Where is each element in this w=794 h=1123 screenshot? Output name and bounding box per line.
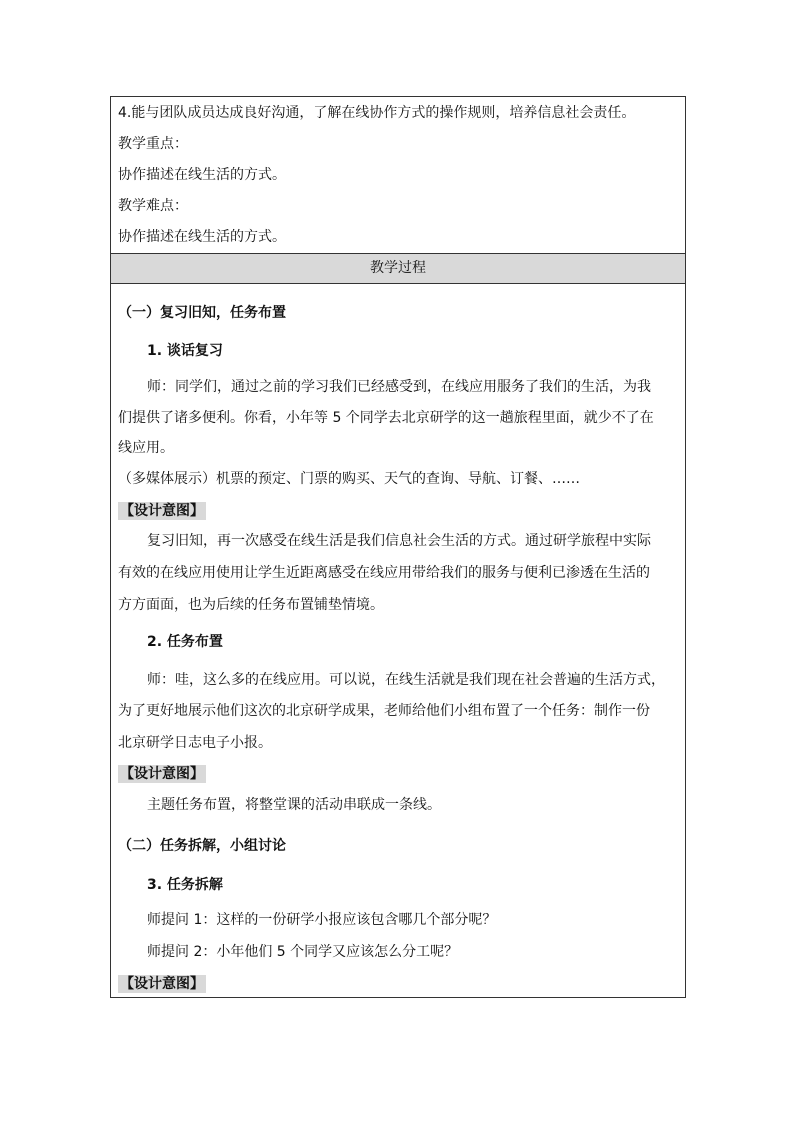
section-2-title: （二）任务拆解，小组讨论 [118,838,286,854]
subsection-2-title: 2. 任务布置 [147,634,223,650]
paragraph-line: 方方面面，也为后续的任务布置铺垫情境。 [118,597,384,613]
paragraph-line: 线应用。 [118,440,174,456]
key-points-text: 协作描述在线生活的方式。 [118,167,286,183]
objectives-cell [111,97,685,254]
design-intent-label: 【设计意图】 [120,503,204,519]
paragraph-line: 师：哇，这么多的在线应用。可以说，在线生活就是我们现在社会普遍的生活方式， [147,672,665,688]
design-intent-label: 【设计意图】 [120,766,204,782]
question-2: 师提问 2：小年他们 5 个同学又应该怎么分工呢？ [147,944,459,960]
paragraph-line: 为了更好地展示他们这次的北京研学成果，老师给他们小组布置了一个任务：制作一份 [118,703,650,719]
difficulty-label: 教学难点： [118,198,188,214]
teaching-process-header: 教学过程 [111,254,685,284]
paragraph-line: 有效的在线应用使用让学生近距离感受在线应用带给我们的服务与便利已渗透在生活的 [118,565,650,581]
paragraph-line: 主题任务布置，将整堂课的活动串联成一条线。 [147,797,441,813]
design-intent-label: 【设计意图】 [120,976,204,992]
paragraph-line: 复习旧知，再一次感受在线生活是我们信息社会生活的方式。通过研学旅程中实际 [147,533,651,549]
multimedia-line: （多媒体展示）机票的预定、门票的购买、天气的查询、导航、订餐、…… [118,471,580,487]
subsection-3-title: 3. 任务拆解 [147,877,223,893]
objective-4: 4.能与团队成员达成良好沟通，了解在线协作方式的操作规则，培养信息社会责任。 [118,105,636,121]
paragraph-line: 们提供了诸多便利。你看，小年等 5 个同学去北京研学的这一趟旅程里面，就少不了在 [118,410,654,426]
paragraph-line: 北京研学日志电子小报。 [118,735,272,751]
section-1-title: （一）复习旧知，任务布置 [118,305,286,321]
question-1: 师提问 1：这样的一份研学小报应该包含哪几个部分呢？ [147,912,497,928]
key-points-label: 教学重点： [118,136,188,152]
difficulty-text: 协作描述在线生活的方式。 [118,229,286,245]
lesson-plan-table [110,96,686,998]
subsection-1-title: 1. 谈话复习 [147,343,223,359]
paragraph-line: 师：同学们，通过之前的学习我们已经感受到，在线应用服务了我们的生活，为我 [147,379,651,395]
